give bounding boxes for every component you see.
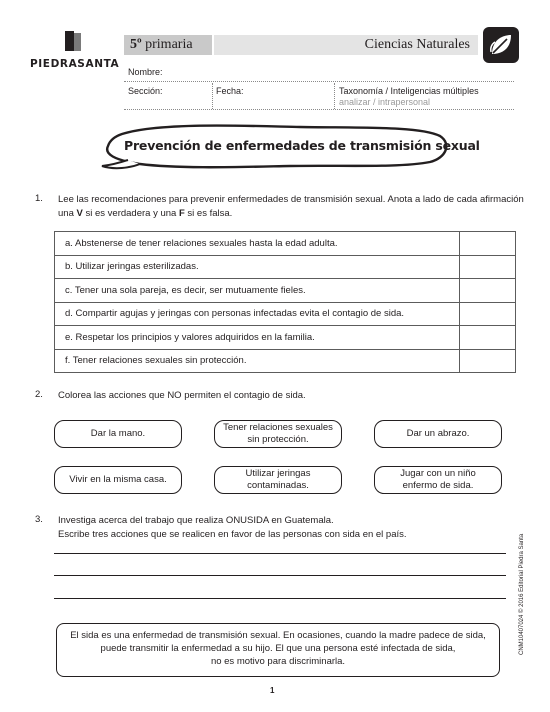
divider	[334, 83, 335, 109]
info-box: El sida es una enfermedad de transmisión sexual. En ocasiones, cuando la madre padece de sida, puede transmitir la enfermedad a su hijo. El que una persona esté infectada de sida, no es motivo para discriminarla.	[56, 623, 500, 677]
answer-cell[interactable]	[460, 279, 516, 303]
action-option[interactable]: Vivir en la misma casa.	[54, 466, 182, 494]
statement: b. Utilizar jeringas esterilizadas.	[55, 255, 460, 279]
answer-cell[interactable]	[460, 326, 516, 350]
answer-line[interactable]	[54, 598, 506, 599]
grade-label: 5º primaria	[130, 37, 193, 52]
table-row	[55, 326, 516, 350]
subject-bar	[214, 35, 478, 55]
statement: e. Respetar los principios y valores adquiridos en la familia.	[55, 326, 460, 350]
publisher-logo	[28, 30, 120, 72]
question-2-text: Colorea las acciones que NO permiten el contagio de sida.	[58, 390, 306, 401]
question-3-text: Investiga acerca del trabajo que realiza ONUSIDA en Guatemala. Escribe tres acciones que se realicen en favor de las personas con sida en el país.	[58, 515, 407, 540]
divider	[212, 83, 213, 109]
action-option[interactable]: Dar la mano.	[54, 420, 182, 448]
taxonomy-values: analizar / intrapersonal	[339, 97, 431, 107]
subject-label: Ciencias Naturales	[364, 37, 470, 52]
statement: c. Tener una sola pareja, es decir, ser mutuamente fieles.	[55, 279, 460, 303]
action-option[interactable]: Tener relaciones sexuales sin protección.	[214, 420, 342, 448]
statement: f. Tener relaciones sexuales sin protección.	[55, 349, 460, 373]
table-row	[55, 302, 516, 326]
question-number: 3.	[35, 514, 43, 525]
name-label: Nombre:	[128, 67, 163, 77]
question-1-text: Lee las recomendaciones para prevenir enfermedades de transmisión sexual. Anota a lado de cada afirmación una V si es verdadera y una F si es falsa.	[58, 194, 524, 219]
question-number: 2.	[35, 389, 43, 400]
name-line[interactable]	[124, 81, 514, 82]
answer-cell[interactable]	[460, 232, 516, 256]
field-line	[124, 109, 514, 110]
answer-line[interactable]	[54, 575, 506, 576]
answer-cell[interactable]	[460, 349, 516, 373]
taxonomy-label: Taxonomía / Inteligencias múltiples	[339, 86, 479, 96]
table-row	[55, 255, 516, 279]
action-option[interactable]: Dar un abrazo.	[374, 420, 502, 448]
answer-line[interactable]	[54, 553, 506, 554]
true-false-table	[54, 231, 516, 373]
page-number: 1	[270, 686, 275, 695]
leaf-badge	[483, 27, 519, 63]
leaf-icon	[488, 32, 514, 58]
action-option[interactable]: Jugar con un niño enfermo de sida.	[374, 466, 502, 494]
answer-cell[interactable]	[460, 302, 516, 326]
publisher-name: PIEDRASANTA	[30, 58, 120, 70]
action-option[interactable]: Utilizar jeringas contaminadas.	[214, 466, 342, 494]
table-row	[55, 279, 516, 303]
table-row	[55, 232, 516, 256]
statement: d. Compartir agujas y jeringas con personas infectadas evita el contagio de sida.	[55, 302, 460, 326]
answer-cell[interactable]	[460, 255, 516, 279]
book-icon	[62, 30, 84, 52]
question-number: 1.	[35, 193, 43, 204]
section-label: Sección:	[128, 86, 163, 96]
table-row	[55, 349, 516, 373]
page-title: Prevención de enfermedades de transmisión sexual	[124, 138, 480, 153]
copyright-credit: CNM10407024 © 2016 Editorial Piedra Santa	[519, 533, 525, 655]
date-label: Fecha:	[216, 86, 244, 96]
grade-bar	[124, 35, 212, 55]
statement: a. Abstenerse de tener relaciones sexuales hasta la edad adulta.	[55, 232, 460, 256]
